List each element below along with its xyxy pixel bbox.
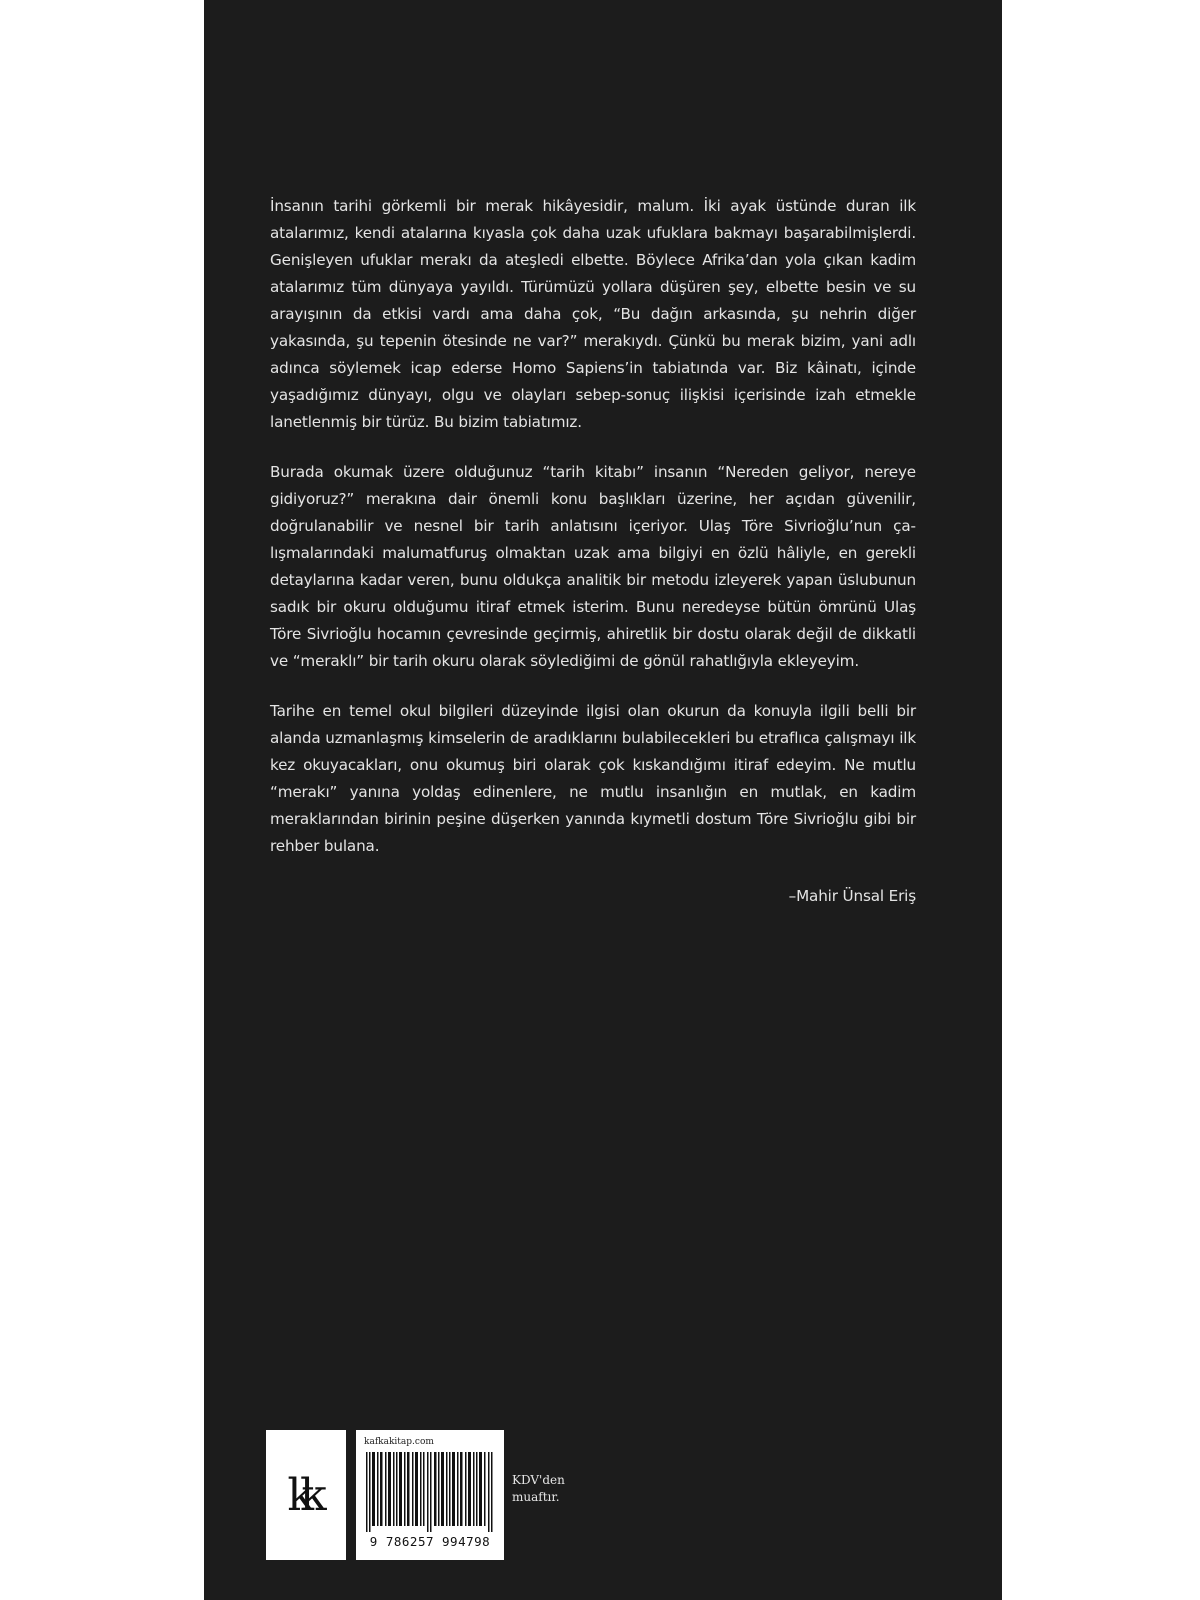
tax-note xyxy=(512,1472,592,1506)
publisher-logo xyxy=(266,1430,346,1560)
isbn-number: 9 786257 994798 xyxy=(369,1534,491,1549)
blurb-text xyxy=(270,193,916,910)
tax-note-line-2: muaftır. xyxy=(512,1490,560,1504)
tax-note-line-1: KDV'den xyxy=(512,1473,565,1487)
publisher-logo-text: kk xyxy=(287,1469,313,1521)
blurb-paragraph-3: Tarihe en temel okul bilgileri düzeyinde ilgisi olan okurun da konuyla ilgili belli bir alanda uzmanlaşmış kimselerin de aradıklarını bulabilecekleri bu etraflıca çalışmayı ilk kez okuyacakları, onu okumuş biri olarak çok kıskandığımı itiraf edeyim. Ne mutlu “merakı” yanına yoldaş edinenlere, ne mutlu insanlığın en mutlak, en kadim meraklarından birinin peşine düşerken yanında kıymetli dostum Töre Sivrioğlu gibi bir rehber bulana. xyxy=(270,702,916,855)
blurb-paragraph-1: İnsanın tarihi görkemli bir merak hikâyesidir, malum. İki ayak üstünde duran ilk atalarımız, kendi atalarına kıyasla çok daha uzak ufuklara bakmayı başarabilmişlerdi. Genişleyen ufuklar merakı da ateşledi elbette. Böylece Afrika’dan yola çıkan kadim atalarımız tüm dünyaya yayıldı. Türümüzü yollara düşüren şey, elbette besin ve su arayışının da etkisi vardı ama daha çok, “Bu dağın arkasında, şu nehrin diğer yakasında, şu tepenin ötesinde ne var?” merakıydı. Çünkü bu merak bizim, yani adlı adınca söylemek icap ederse Homo Sapiens’in tabiatında var. Biz kâinatı, içinde yaşadığımız dünyayı, olgu ve olayları sebep-sonuç ilişkisi içerisinde izah etmekle lanetlenmiş bir türüz. Bu bizim tabiatımız. xyxy=(270,197,916,431)
barcode-icon xyxy=(366,1452,494,1532)
back-cover xyxy=(204,0,1002,1600)
barcode-panel xyxy=(356,1430,504,1560)
website-label: kafkakitap.com xyxy=(364,1437,434,1447)
author-signature: –Mahir Ünsal Eriş xyxy=(788,887,916,905)
blurb-paragraph-2: Burada okumak üzere olduğunuz “tarih kitabı” insanın “Nereden geliyor, nereye gidiyoruz?” merakına dair önemli konu başlıkları üzerine, her açıdan güvenilir, doğrulanabilir ve nesnel bir tarih anlatısını içeriyor. Ulaş Töre Sivrioğlu’nun çalışmalarındaki malumatfuruş olmaktan uzak ama bilgiyi en özlü hâliyle, en gerekli detaylarına kadar veren, bunu oldukça analitik bir metodu izleyerek yapan üslubunun sadık bir okuru olduğumu itiraf etmek isterim. Bunu neredeyse bütün ömrünü Ulaş Töre Sivrioğlu hocamın çevresinde geçirmiş, ahiretlik bir dostu olarak değil de dikkatli ve “meraklı” bir tarih okuru olarak söylediğimi de gönül rahatlığıyla ekleyeyim. xyxy=(270,463,916,670)
